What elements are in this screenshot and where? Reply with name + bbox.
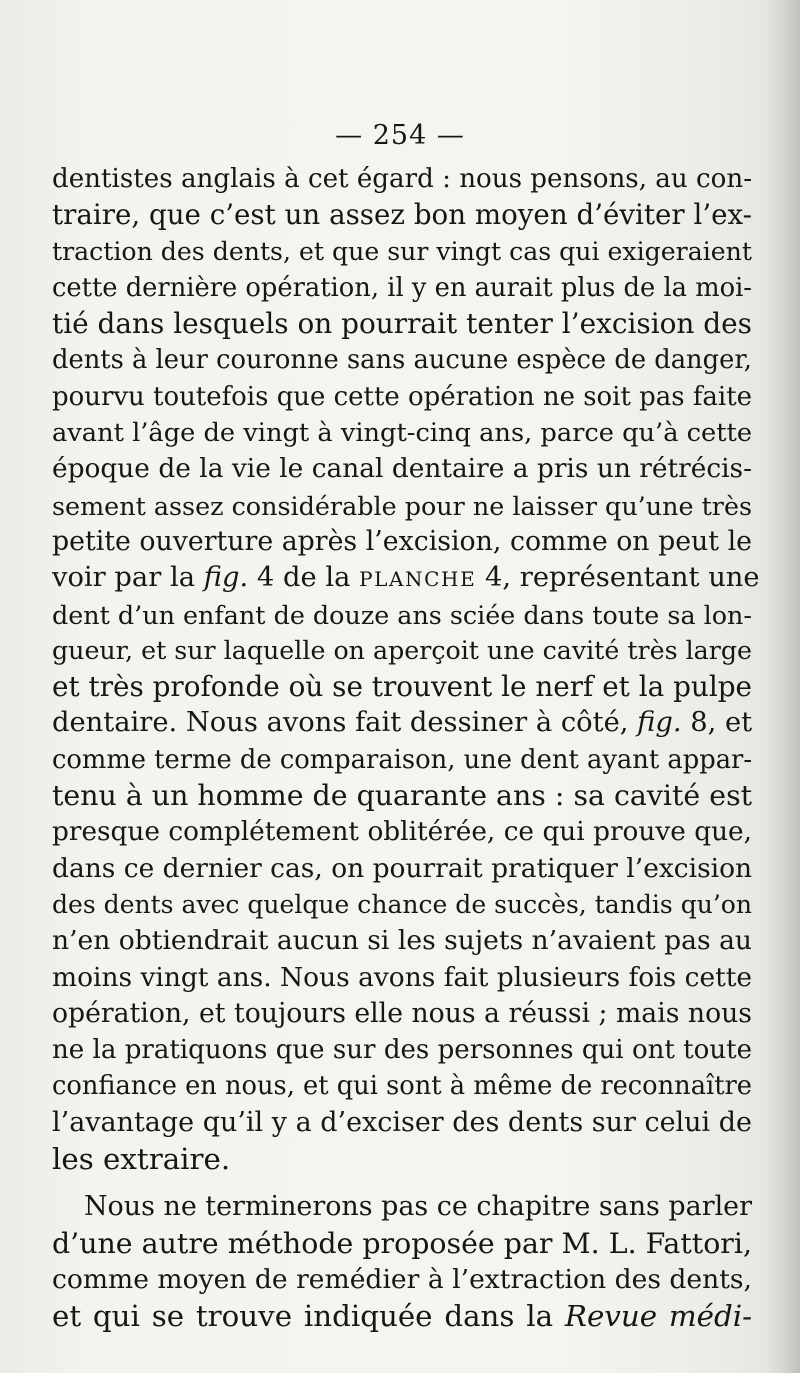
text-line: les extraire.	[52, 1142, 231, 1177]
text-line: ne la pratiquons que sur des personnes qui ont toute	[52, 1035, 752, 1066]
text-line: cette dernière opération, il y en aurait plus de la moi-	[52, 272, 752, 303]
page-edge-shadow	[766, 0, 800, 1373]
text-line: presque complétement oblitérée, ce qui prouve que,	[52, 817, 752, 848]
text-line: voir par la fig. 4 de la PLANCHE 4, représentant une	[52, 562, 760, 594]
text-line: sement assez considérable pour ne laisser qu’une très	[52, 490, 753, 521]
text-line: avant l’âge de vingt à vingt-cinq ans, parce qu’à cette	[52, 418, 753, 449]
text-line: opération, et toujours elle nous a réussi ; mais nous	[52, 997, 752, 1029]
text-line: tié dans lesquels on pourrait tenter l’excision des	[52, 307, 752, 341]
text-line: époque de la vie le canal dentaire a pris un rétrécis-	[52, 453, 752, 485]
text-line: dentistes anglais à cet égard : nous pensons, au con-	[52, 164, 753, 194]
text-line: des dents avec quelque chance de succès, tandis qu’on	[52, 889, 752, 919]
text-line: dents à leur couronne sans aucune espèce de danger,	[52, 345, 752, 376]
figure-reference: fig.	[637, 707, 682, 739]
paragraph-gap	[52, 1177, 752, 1189]
text-line: traction des dents, et que sur vingt cas qui exigeraient	[52, 236, 752, 266]
text-line: gueur, et sur laquelle on aperçoit une cavité très large	[52, 635, 752, 665]
text-line: et très profonde où se trouvent le nerf et la pulpe	[52, 670, 752, 704]
plate-reference: PLANCHE	[359, 567, 477, 592]
text-line: dent d’un enfant de douze ans sciée dans toute sa lon-	[52, 599, 752, 630]
text-line: et qui se trouve indiquée dans la Revue médi-	[52, 1299, 752, 1334]
text-line: comme terme de comparaison, une dent ayant appar-	[52, 744, 753, 775]
text-line: tenu à un homme de quarante ans : sa cavité est	[52, 779, 753, 813]
text-line: traire, que c’est un assez bon moyen d’éviter l’ex-	[52, 198, 752, 232]
text-line: dentaire. Nous avons fait dessiner à côté, fig. 8, et	[52, 707, 753, 739]
journal-title: Revue médi-	[564, 1299, 752, 1334]
text-line: Nous ne terminerons pas ce chapitre sans parler	[84, 1191, 752, 1223]
text-line: n’en obtiendrait aucun si les sujets n’avaient pas au	[52, 925, 752, 957]
body-text	[52, 161, 760, 1335]
text-line: comme moyen de remédier à l’extraction des dents,	[52, 1263, 752, 1295]
text-line: petite ouverture après l’excision, comme on peut le	[52, 525, 752, 557]
text-line: confiance en nous, et qui sont à même de reconnaître	[52, 1071, 752, 1102]
text-line: pourvu toutefois que cette opération ne soit pas faite	[52, 381, 752, 412]
text-line: moins vingt ans. Nous avons fait plusieurs fois cette	[52, 961, 752, 993]
text-line: d’une autre méthode proposée par M. L. Fattori,	[52, 1226, 752, 1260]
text-line: l’avantage qu’il y a d’exciser des dents sur celui de	[52, 1106, 752, 1138]
text-line: dans ce dernier cas, on pourrait pratiquer l’excision	[52, 852, 753, 884]
figure-reference: fig.	[203, 562, 249, 594]
page-number: — 254 —	[335, 120, 465, 151]
